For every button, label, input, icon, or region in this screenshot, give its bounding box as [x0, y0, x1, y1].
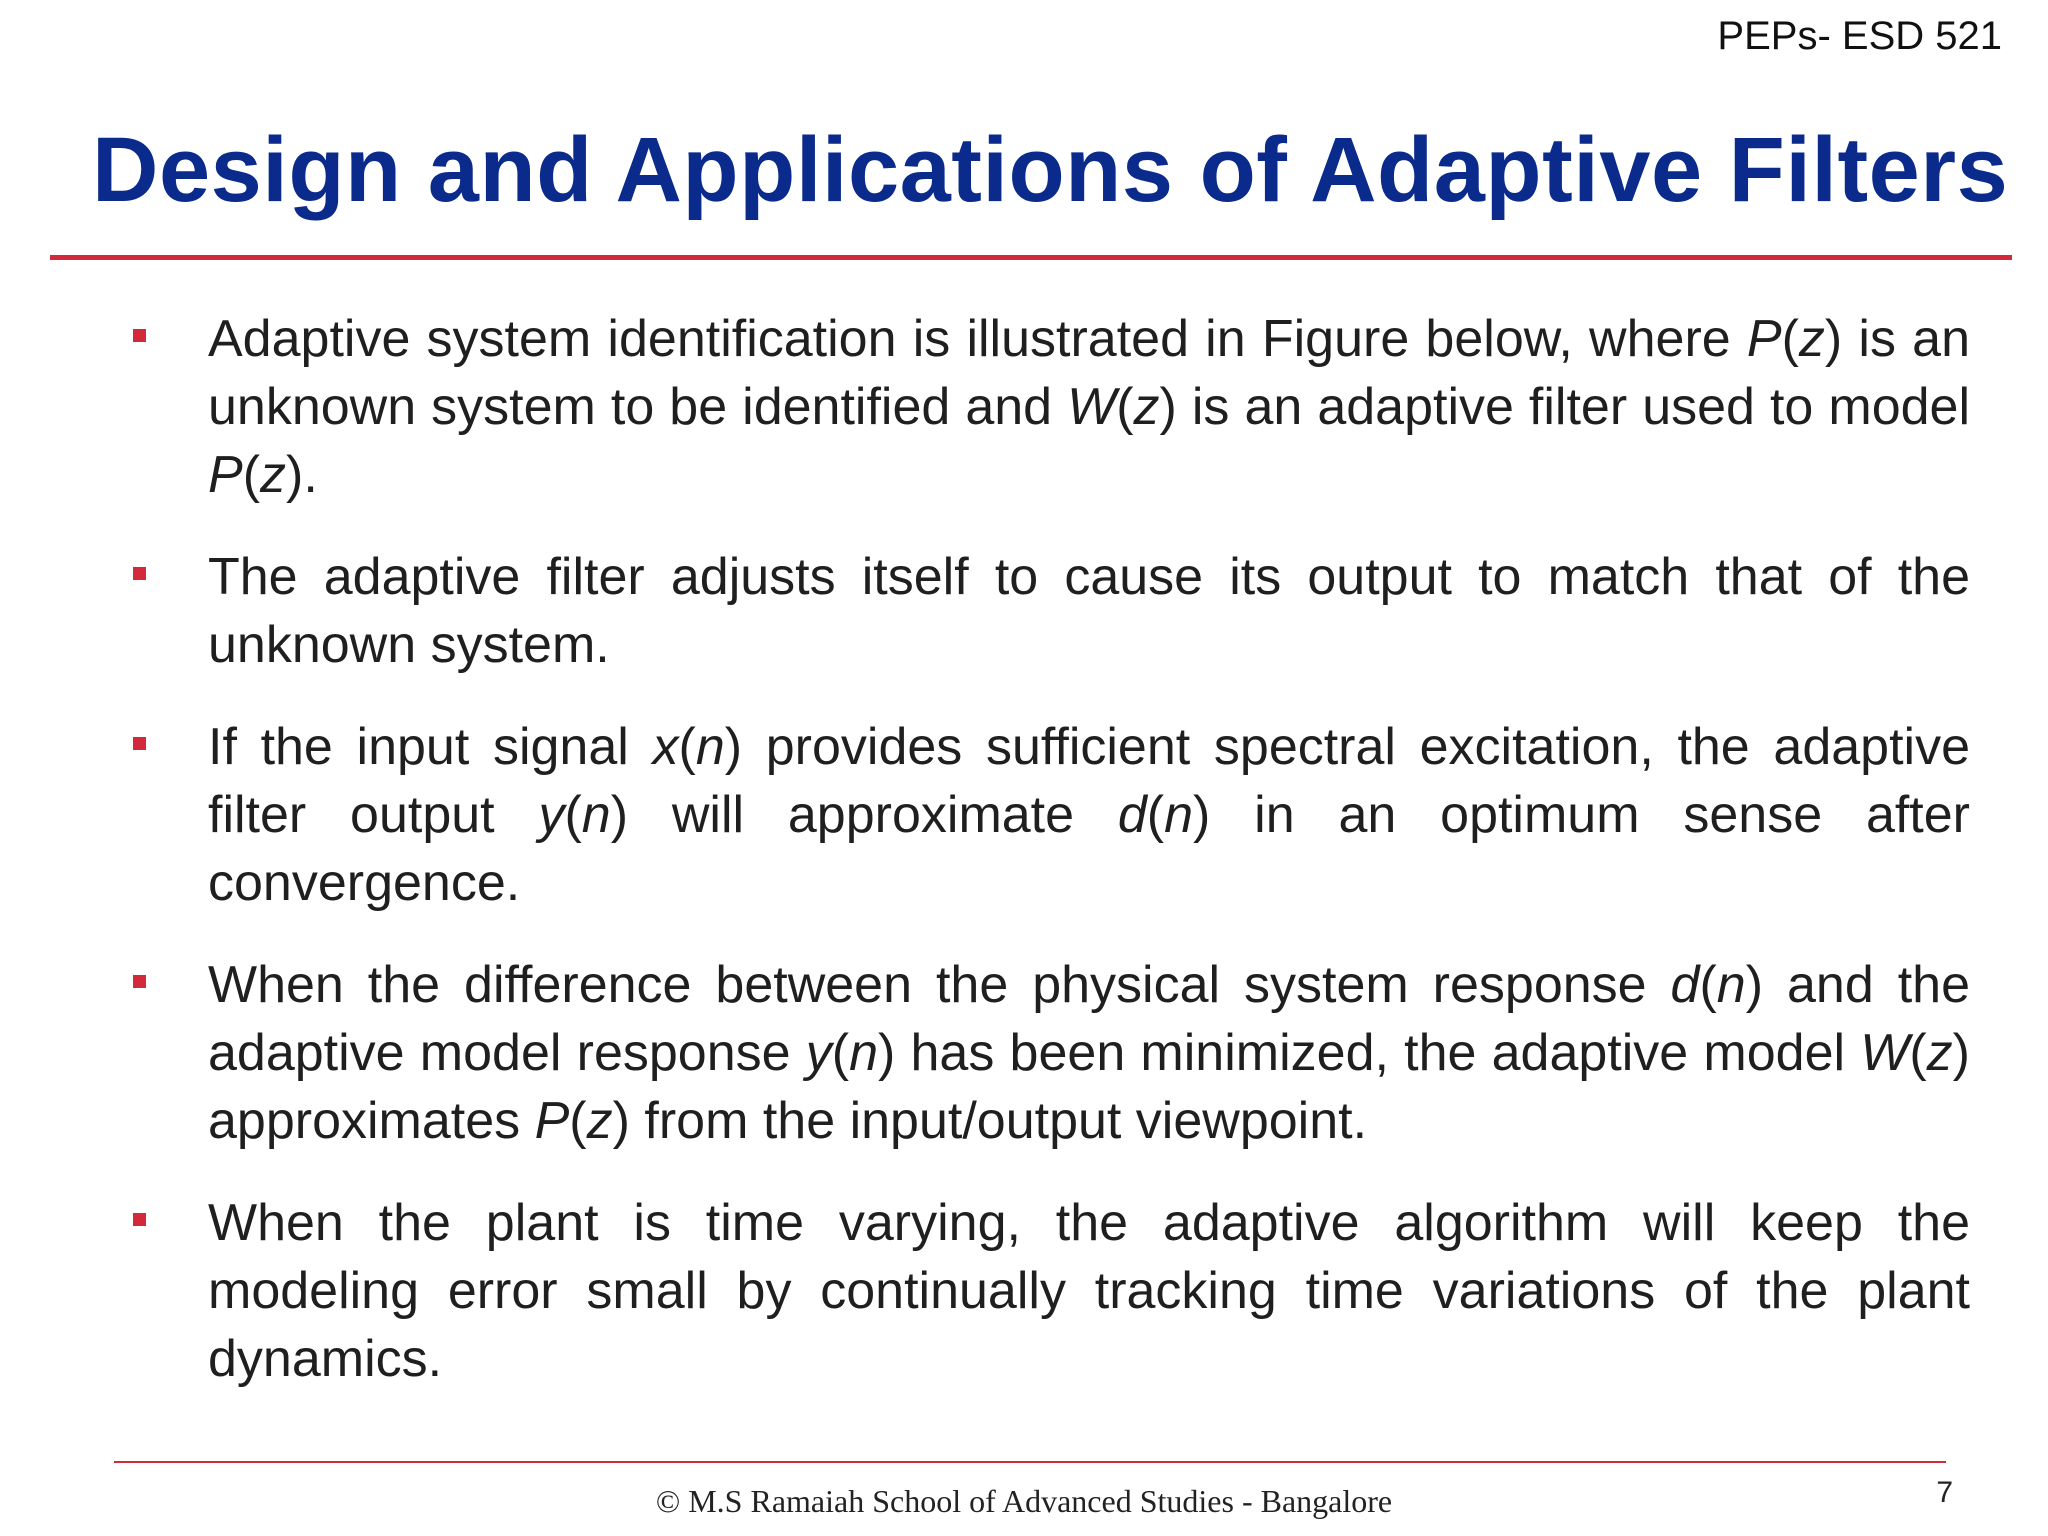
math-variable: n	[695, 718, 725, 776]
math-variable: d	[1670, 956, 1700, 1014]
math-variable: z	[586, 1092, 613, 1150]
text-segment: ) in an optimum sense after convergence.	[208, 786, 1970, 912]
text-segment: (	[831, 1024, 850, 1082]
text-segment: (	[678, 718, 696, 776]
text-segment: ) is an adaptive filter used to model	[1159, 378, 1971, 436]
slide-title: Design and Applications of Adaptive Filters	[92, 119, 2009, 221]
bullet-text	[208, 1189, 1970, 1393]
page-number: 7	[1936, 1476, 1953, 1509]
text-segment: (	[1781, 310, 1799, 368]
title-divider	[50, 255, 2012, 260]
math-variable: y	[805, 1024, 832, 1082]
math-variable: y	[538, 786, 565, 844]
text-segment: Adaptive system identification is illustrated in Figure below, where	[208, 310, 1747, 368]
text-segment: ) is an unknown system to be identified and	[208, 310, 1970, 436]
math-variable: W	[1860, 1024, 1910, 1082]
text-segment: When the difference between the physical system response	[208, 956, 1671, 1014]
math-variable: n	[849, 1024, 878, 1082]
text-segment: If the input signal	[208, 718, 653, 776]
text-segment: ) and the adaptive model response	[208, 956, 1970, 1082]
math-variable: n	[581, 786, 611, 844]
bullet-item	[0, 543, 2048, 679]
square-bullet-icon	[133, 567, 146, 580]
course-code: PEPs- ESD 521	[1717, 14, 2002, 58]
text-segment: ) will approximate	[610, 786, 1118, 844]
square-bullet-icon	[133, 975, 146, 988]
text-segment: (	[1699, 956, 1717, 1014]
bullet-list	[0, 305, 2048, 1427]
square-bullet-icon	[133, 329, 146, 342]
square-bullet-icon	[133, 1213, 146, 1226]
bullet-text	[208, 543, 1970, 679]
bullet-item	[0, 713, 2048, 917]
bullet-text	[208, 305, 1970, 509]
bullet-text	[208, 951, 1970, 1155]
text-segment: ) provides sufficient spectral excitation, the adaptive filter output	[208, 718, 1970, 844]
text-segment: (	[1116, 378, 1134, 436]
text-segment: (	[569, 1092, 587, 1150]
math-variable: n	[1164, 786, 1194, 844]
math-variable: n	[1716, 956, 1746, 1014]
footer-copyright: © M.S Ramaiah School of Advanced Studies - Bangalore	[655, 1483, 1393, 1519]
footer-divider	[114, 1461, 1946, 1463]
text-segment: When the plant is time varying, the adaptive algorithm will keep the modeling error small by continually tracking time variations of the plant dynamics.	[208, 1194, 1970, 1388]
bullet-item	[0, 951, 2048, 1155]
bullet-item	[0, 305, 2048, 509]
math-variable: z	[1133, 378, 1160, 436]
text-segment: (	[1909, 1024, 1927, 1082]
text-segment: (	[1146, 786, 1165, 844]
text-segment: (	[564, 786, 582, 844]
text-segment: (	[242, 446, 261, 504]
math-variable: d	[1117, 786, 1147, 844]
text-segment: ) from the input/output viewpoint.	[612, 1092, 1368, 1150]
bullet-item	[0, 1189, 2048, 1393]
text-segment: ).	[286, 446, 318, 504]
square-bullet-icon	[133, 737, 146, 750]
math-variable: W	[1067, 378, 1117, 436]
text-segment: ) approximates	[208, 1024, 1970, 1150]
math-variable: P	[1746, 310, 1782, 368]
math-variable: z	[1926, 1024, 1953, 1082]
math-variable: x	[652, 718, 679, 776]
math-variable: z	[1798, 310, 1825, 368]
text-segment: The adaptive filter adjusts itself to cause its output to match that of the unknown system.	[208, 548, 1970, 674]
text-segment: ) has been minimized, the adaptive model	[878, 1024, 1861, 1082]
math-variable: z	[260, 446, 287, 504]
math-variable: P	[208, 446, 243, 504]
bullet-text	[208, 713, 1970, 917]
math-variable: P	[534, 1092, 570, 1150]
